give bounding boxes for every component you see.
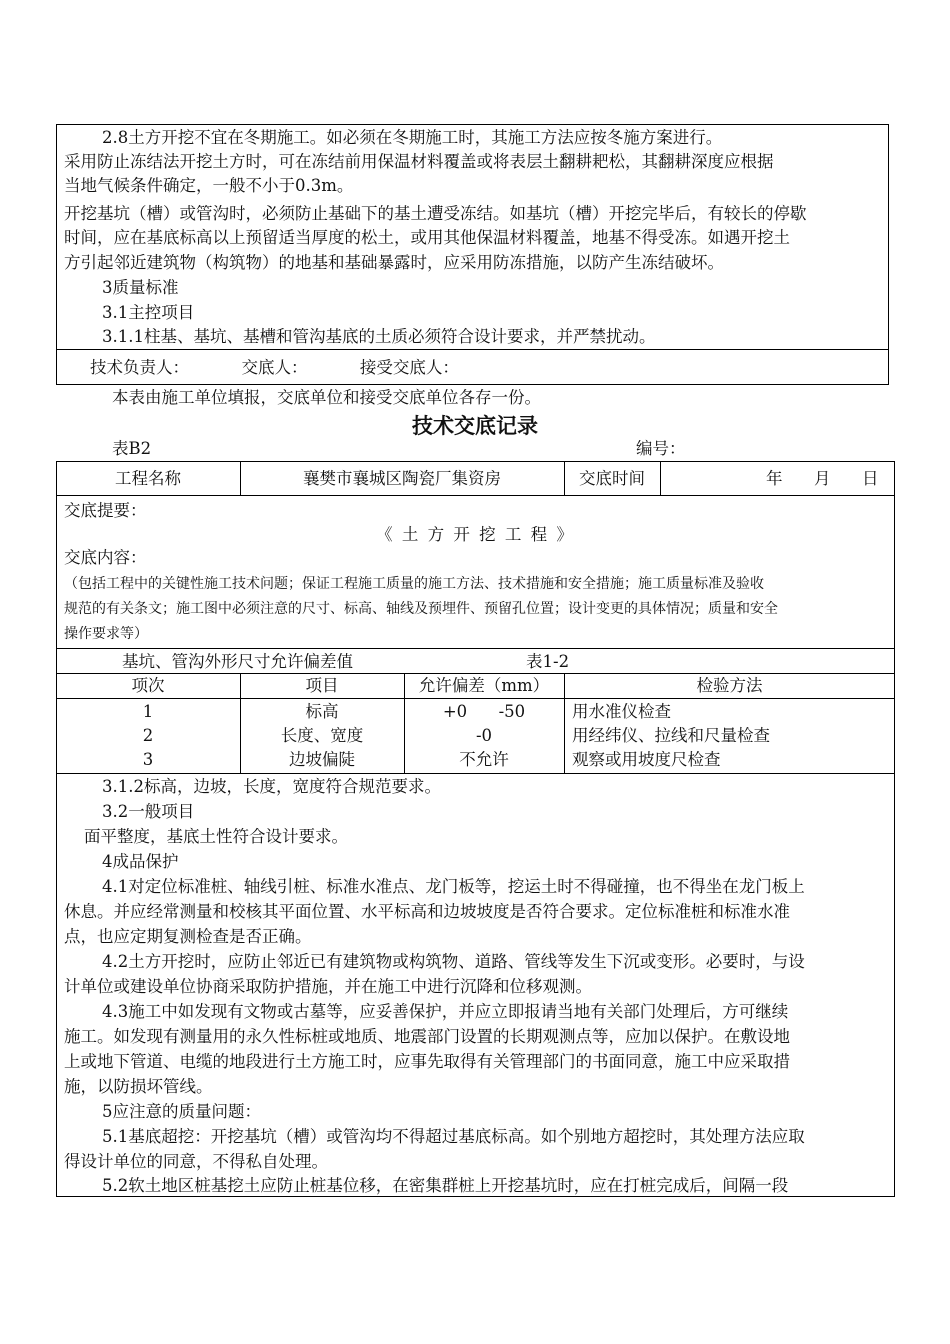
time-label: 交底时间 [579,469,645,488]
text-line: 施，以防损坏管线。 [64,1077,213,1096]
number-label: 编号： [636,439,686,458]
table-number: 表B2 [112,439,152,458]
text-line: 5.1基底超挖：开挖基坑（槽）或管沟均不得超过基底标高。如个别地方超挖时，其处理方法应取 [102,1127,805,1146]
table-cell: -0 [475,726,493,745]
row-divider [56,648,895,649]
text-line: 4.1对定位标准桩、轴线引桩、标准水准点、龙门板等，挖运土时不得碰撞，也不得坐在龙门板上 [102,877,805,896]
text-line: 5应注意的质量问题： [102,1102,261,1121]
row-divider [56,495,895,496]
table-header: 项次 [131,676,165,695]
form-title: 技术交底记录 [412,414,538,438]
table-header: 检验方法 [696,676,763,695]
table-cell: 边坡偏陡 [289,750,355,769]
text-line: 5.2软土地区桩基挖土应防止桩基位移，在密集群桩上开挖基坑时，应在打桩完成后，间隔一段 [102,1176,789,1195]
signature-divider [56,349,889,350]
table-caption-number: 表1-2 [526,652,570,671]
table-caption: 基坑、管沟外形尺寸允许偏差值 [122,652,353,671]
text-line: 3质量标准 [102,278,179,297]
text-line: 时间，应在基底标高以上预留适当厚度的松土，或用其他保温材料覆盖，地基不得受冻。如遇开挖土 [64,228,790,247]
table-cell: 标高 [305,702,339,721]
text-line: 4.2土方开挖时，应防止邻近已有建筑物或构筑物、道路、管线等发生下沉或变形。必要时，与设 [102,952,805,971]
text-line: 4成品保护 [102,852,179,871]
text-line: 施工。如发现有测量用的永久性标桩或地质、地震部门设置的长期观测点等，应加以保护。在敷设地 [64,1027,790,1046]
text-line: 3.1主控项目 [102,303,195,322]
table-cell: +0 -50 [442,702,526,721]
text-line: 点，也应定期复测检查是否正确。 [64,927,312,946]
text-line: 3.1.1柱基、基坑、基槽和管沟基底的土质必须符合设计要求，并严禁扰动。 [102,327,656,346]
text-line: 面平整度，基底土性符合设计要求。 [84,827,348,846]
table-cell: 用水准仪检查 [572,702,671,721]
form-note: 本表由施工单位填报，交底单位和接受交底单位各存一份。 [112,388,541,407]
text-line: 3.2一般项目 [102,802,195,821]
summary-title: 《 土 方 开 挖 工 程 》 [376,525,575,544]
col-divider [660,461,661,495]
content-hint: 操作要求等） [64,626,148,642]
date-field: 年 月 日 [766,469,879,488]
table-cell: 不允许 [459,750,509,769]
text-line: 得设计单位的同意，不得私自处理。 [64,1152,328,1171]
text-line: 当地气候条件确定，一般不小于0.3m。 [64,176,354,195]
table-cell: 3 [142,750,154,769]
text-line: 开挖基坑（槽）或管沟时，必须防止基础下的基土遭受冻结。如基坑（槽）开挖完毕后，有较长的停歇 [64,204,807,223]
table-cell: 用经纬仪、拉线和尺量检查 [572,726,770,745]
content-hint: 规范的有关条文；施工图中必须注意的尺寸、标高、轴线及预埋件、预留孔位置；设计变更的具体情况；质量和安全 [64,601,778,617]
text-line: 上或地下管道、电缆的地段进行土方施工时，应事先取得有关管理部门的书面同意，施工中应采取措 [64,1052,790,1071]
table-header: 项目 [305,676,339,695]
summary-label: 交底提要： [64,501,147,520]
text-line: 方引起邻近建筑物（构筑物）的地基和基础暴露时，应采用防冻措施，以防产生冻结破坏。 [64,253,724,272]
project-label: 工程名称 [115,469,181,488]
row-divider [56,698,895,699]
table-cell: 2 [142,726,154,745]
content-hint: （包括工程中的关键性施工技术问题；保证工程施工质量的施工方法、技术措施和安全措施；施工质量标准及验收 [64,576,764,592]
row-divider [56,773,895,774]
signature-line: 技术负责人： 交底人： 接受交底人： [90,358,459,377]
content-label: 交底内容： [64,548,147,567]
text-line: 计单位或建设单位协商采取防护措施，并在施工中进行沉降和位移观测。 [64,977,592,996]
text-line: 采用防止冻结法开挖土方时，可在冻结前用保温材料覆盖或将表层土翻耕耙松，其翻耕深度应根据 [64,152,774,171]
text-line: 3.1.2标高，边坡，长度，宽度符合规范要求。 [102,777,441,796]
text-line: 休息。并应经常测量和校核其平面位置、水平标高和边坡坡度是否符合要求。定位标准桩和标准水准 [64,902,790,921]
table-cell: 长度、宽度 [280,726,364,745]
table-header: 允许偏差（mm） [418,676,550,695]
text-line: 2.8土方开挖不宜在冬期施工。如必须在冬期施工时，其施工方法应按冬施方案进行。 [102,128,723,147]
text-line: 4.3施工中如发现有文物或古墓等，应妥善保护，并应立即报请当地有关部门处理后，方可继续 [102,1002,789,1021]
table-cell: 观察或用坡度尺检查 [572,750,721,769]
project-name: 襄樊市襄城区陶瓷厂集资房 [303,469,501,488]
table-cell: 1 [142,702,154,721]
